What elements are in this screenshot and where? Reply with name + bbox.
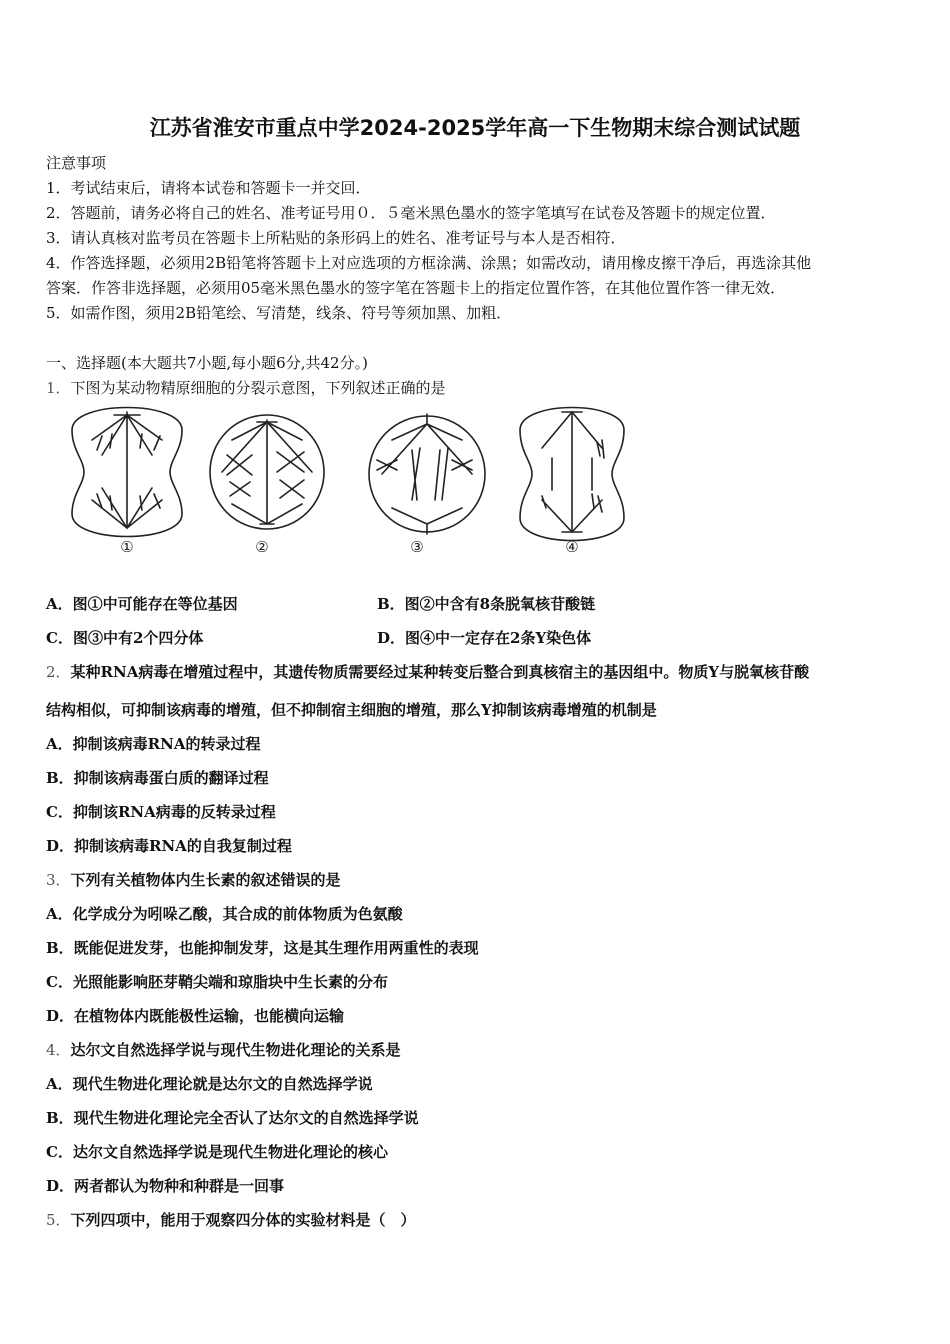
cell-label-3: ③ — [410, 538, 424, 556]
question-text: 达尔文自然选择学说与现代生物进化理论的关系是 — [70, 1041, 401, 1059]
cell-2-drawing — [210, 415, 324, 529]
notice-item-5: 5．如需作图，须用2B铅笔绘、写清楚，线条、符号等须加黑、加粗． — [46, 304, 512, 322]
q4-option-a: A．现代生物进化理论就是达尔文的自然选择学说 — [46, 1075, 373, 1093]
question-2-stem-cont: 结构相似，可抑制该病毒的增殖，但不抑制宿主细胞的增殖，那么Y抑制该病毒增殖的机制是 — [46, 701, 657, 719]
question-5-stem — [46, 1209, 416, 1230]
notice-item-4-cont: 答案．作答非选择题，必须用05毫米黑色墨水的签字笔在答题卡上的指定位置作答，在其他位置作答一律无效． — [46, 279, 786, 297]
q1-option-c: C．图③中有2个四分体 — [46, 629, 204, 647]
question-3-stem — [46, 869, 341, 890]
q2-option-a: A．抑制该病毒RNA的转录过程 — [46, 735, 261, 753]
question-number: 5． — [46, 1211, 71, 1229]
question-1-stem — [46, 377, 446, 398]
q1-option-d: D．图④中一定存在2条Y染色体 — [377, 629, 592, 647]
cell-4-drawing — [520, 408, 624, 541]
q4-option-b: B．现代生物进化理论完全否认了达尔文的自然选择学说 — [46, 1109, 419, 1127]
cell-3-drawing — [369, 414, 485, 534]
question-number: 2． — [46, 663, 71, 681]
notice-item-3: 3．请认真核对监考员在答题卡上所粘贴的条形码上的姓名、准考证号与本人是否相符． — [46, 229, 626, 247]
q3-option-c: C．光照能影响胚芽鞘尖端和琼脂块中生长素的分布 — [46, 973, 388, 991]
q2-option-b: B．抑制该病毒蛋白质的翻译过程 — [46, 769, 269, 787]
notice-item-2: 2．答题前，请务必将自己的姓名、准考证号用０．５毫米黑色墨水的签字笔填写在试卷及答题卡的规定位置． — [46, 204, 776, 222]
q2-option-c: C．抑制该RNA病毒的反转录过程 — [46, 803, 276, 821]
q3-option-a: A．化学成分为吲哚乙酸，其合成的前体物质为色氨酸 — [46, 905, 403, 923]
q4-option-d: D．两者都认为物种和种群是一回事 — [46, 1177, 285, 1195]
notice-heading: 注意事项 — [46, 154, 107, 172]
page-title: 江苏省淮安市重点中学2024-2025学年高一下生物期末综合测试试题 — [149, 116, 801, 140]
notice-item-4: 4．作答选择题，必须用2B铅笔将答题卡上对应选项的方框涂满、涂黑；如需改动，请用橡皮擦干净后，再选涂其他 — [46, 254, 812, 272]
question-text: 下图为某动物精原细胞的分裂示意图，下列叙述正确的是 — [70, 379, 446, 397]
cell-1-drawing — [72, 408, 182, 537]
q1-option-a: A．图①中可能存在等位基因 — [46, 595, 238, 613]
question-number: 4． — [46, 1041, 71, 1059]
question-number: 1． — [46, 379, 71, 397]
question-number: 3． — [46, 871, 71, 889]
cell-label-1: ① — [120, 538, 134, 556]
q1-option-b: B．图②中含有8条脱氧核苷酸链 — [377, 595, 596, 613]
notice-item-1: 1．考试结束后，请将本试卷和答题卡一并交回． — [46, 179, 371, 197]
cell-label-2: ② — [255, 538, 269, 556]
question-text: 某种RNA病毒在增殖过程中，其遗传物质需要经过某种转变后整合到真核宿主的基因组中。物质Y与脱氧核苷酸 — [70, 663, 810, 681]
question-4-stem — [46, 1039, 401, 1060]
section-heading: 一、选择题(本大题共7小题,每小题6分,共42分。) — [46, 354, 368, 372]
question-2-stem — [46, 661, 809, 682]
cell-division-figure — [52, 400, 632, 565]
question-text: 下列四项中，能用于观察四分体的实验材料是（ ） — [70, 1211, 416, 1229]
cell-label-4: ④ — [565, 538, 579, 556]
q2-option-d: D．抑制该病毒RNA的自我复制过程 — [46, 837, 292, 855]
q3-option-d: D．在植物体内既能极性运输，也能横向运输 — [46, 1007, 345, 1025]
q3-option-b: B．既能促进发芽，也能抑制发芽，这是其生理作用两重性的表现 — [46, 939, 479, 957]
q4-option-c: C．达尔文自然选择学说是现代生物进化理论的核心 — [46, 1143, 388, 1161]
question-text: 下列有关植物体内生长素的叙述错误的是 — [70, 871, 341, 889]
